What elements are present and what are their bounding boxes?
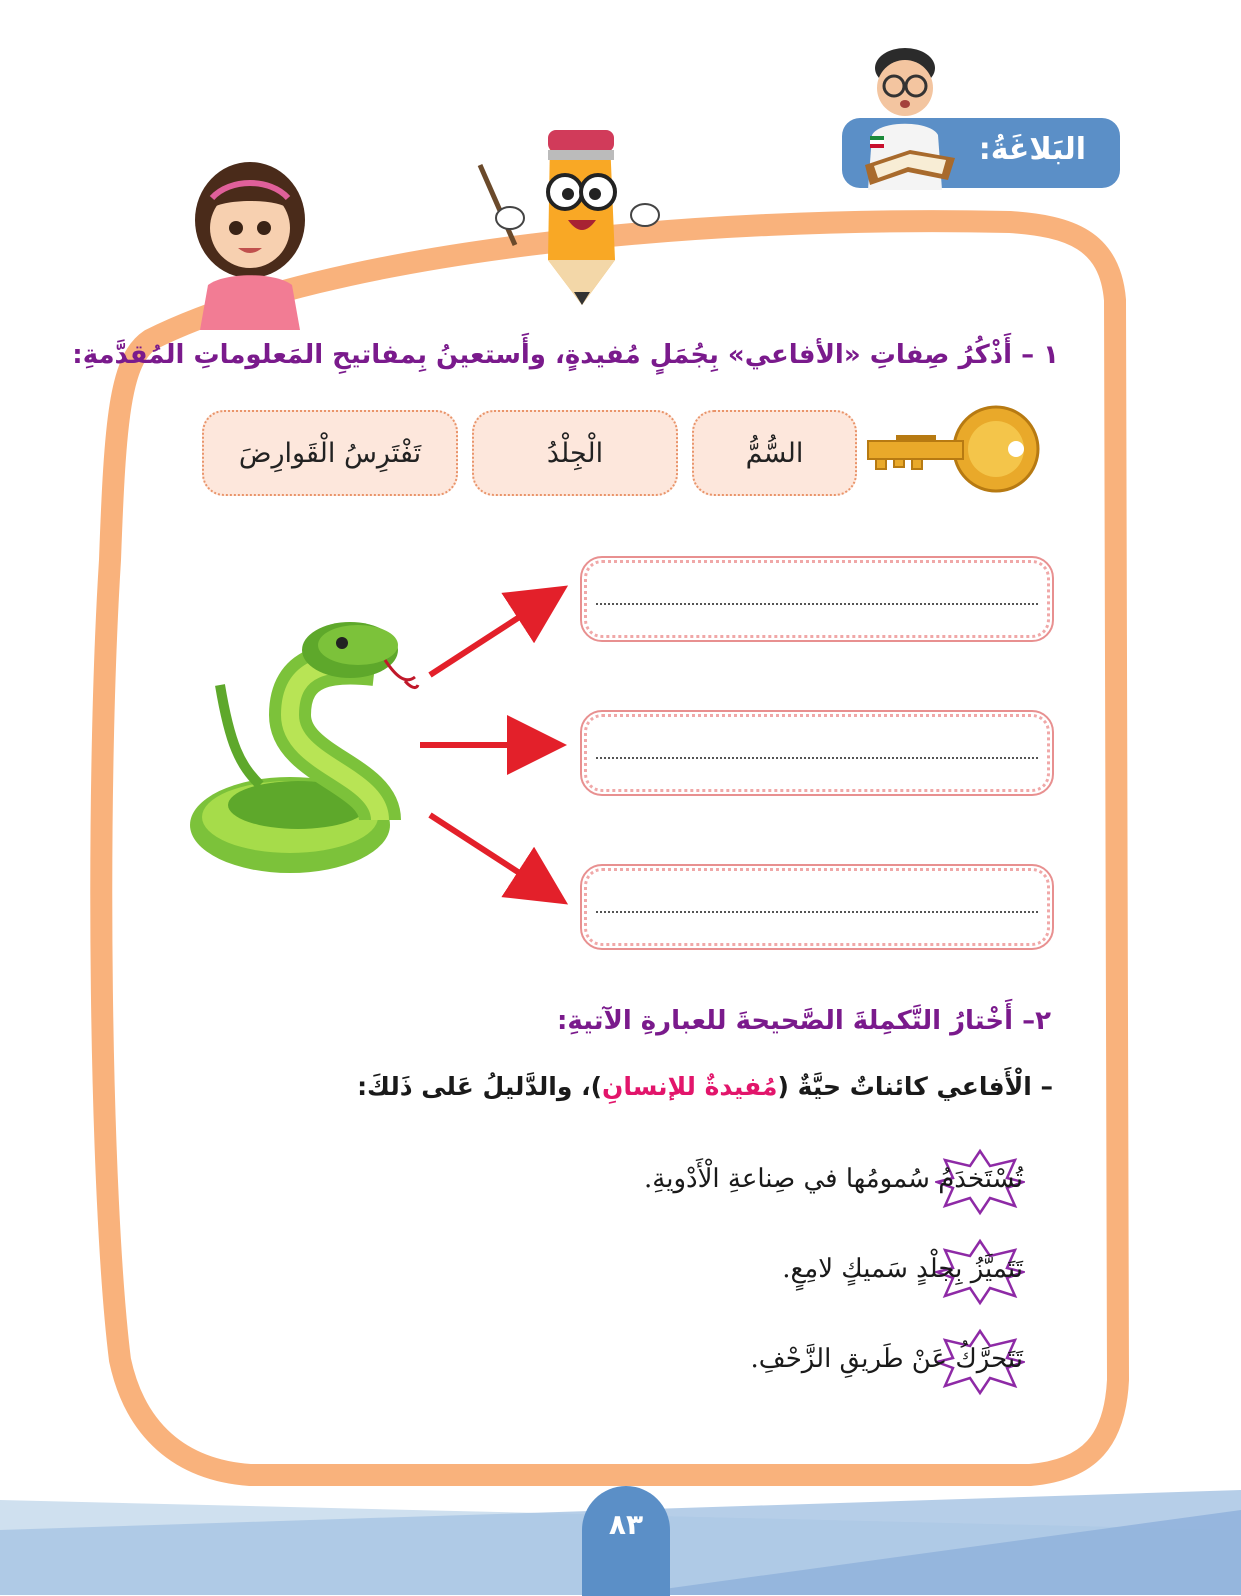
boy-reading-illustration — [850, 40, 960, 190]
snake-illustration — [180, 605, 430, 885]
key-info-skin: الْجِلْدُ — [472, 410, 678, 496]
answer-line-2[interactable] — [596, 747, 1038, 759]
answer-box-2[interactable] — [580, 710, 1054, 796]
option-2-text: تَتَميَّزُ بِجلْدٍ سَميكٍ لامِعٍ. — [782, 1254, 1023, 1284]
statement-after: )، والدَّليلُ عَلى ذَلكَ: — [357, 1072, 603, 1101]
page-number: ٨٣ — [608, 1508, 644, 1541]
option-1-text: تُسْتَخدَمُ سُمومُها في صِناعةِ الْأَدْويةِ. — [644, 1164, 1023, 1194]
answer-line-1[interactable] — [596, 593, 1038, 605]
section-title: البَلاغَةُ: — [978, 132, 1086, 167]
pencil-mascot-illustration — [470, 120, 670, 310]
answer-box-1[interactable] — [580, 556, 1054, 642]
question-1-title: ١ – أَذْكُرُ صِفاتِ «الأفاعي» بِجُمَلٍ مُفيدةٍ، وأَستعينُ بِمفاتيحِ المَعلوماتِ المُقدَّمةِ: — [72, 340, 1059, 370]
option-3-text: تَتَحرَّكُ عَنْ طَريقِ الزَّحْفِ. — [750, 1344, 1023, 1374]
answer-box-3[interactable] — [580, 864, 1054, 950]
statement-before: – الْأَفاعي كائناتٌ حيَّةٌ ( — [777, 1072, 1053, 1101]
page-number-tab — [582, 1486, 670, 1596]
statement-highlight: مُفيدةٌ للإنسانِ — [602, 1072, 778, 1101]
girl-illustration — [190, 160, 310, 330]
arrows-to-answers — [410, 580, 580, 920]
question-2-title: ٢– أَخْتارُ التَّكمِلةَ الصَّحيحةَ للعبارةِ الآتيةِ: — [556, 1006, 1051, 1036]
answer-line-3[interactable] — [596, 901, 1038, 913]
key-icon — [866, 405, 1046, 495]
key-info-poison: السُّمُّ — [692, 410, 857, 496]
key-info-prey-rodents: تَفْتَرِسُ الْقَوارِضَ — [202, 410, 458, 496]
question-2-statement — [357, 1072, 1053, 1101]
